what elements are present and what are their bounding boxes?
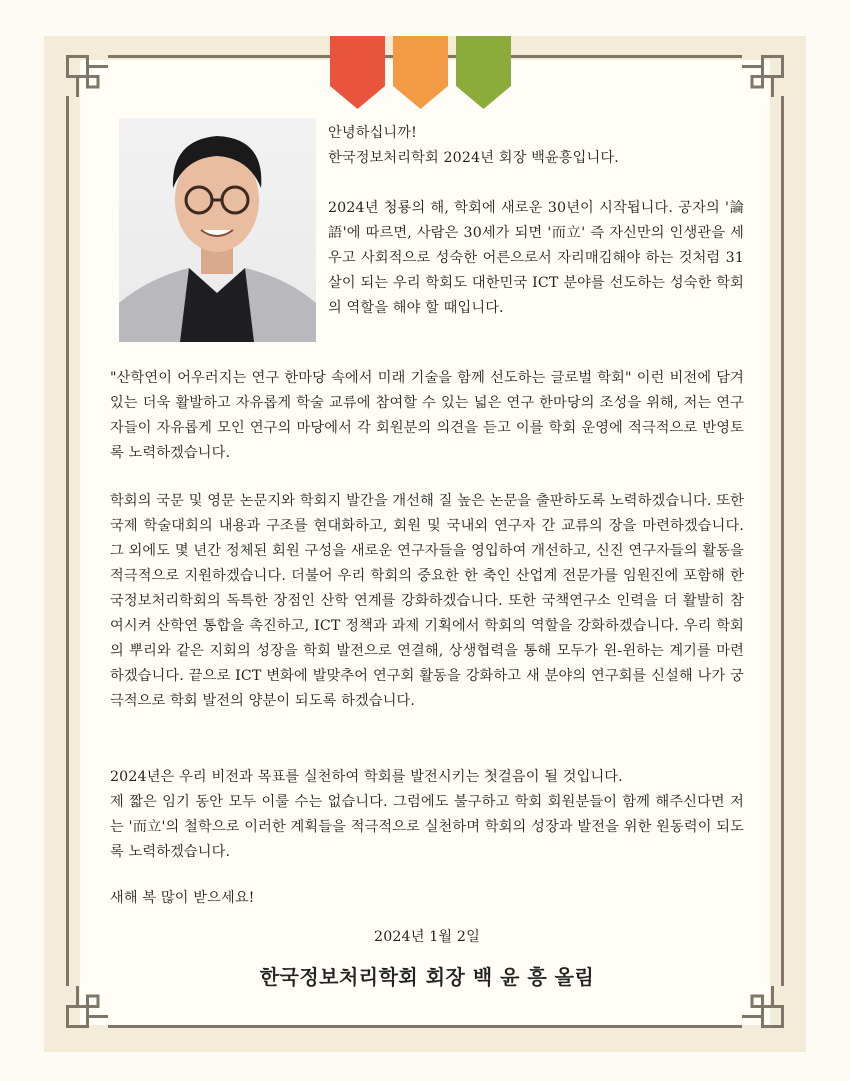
paragraph-1: 2024년 청룡의 해, 학회에 새로운 30년이 시작됩니다. 공자의 '論語'에 따르면, 사람은 30세가 되면 '而立' 즉 자신만의 인생관을 세우고 사회적으로 성숙한 어른으로서 자리매김해야 하는 것처럼 31살이 되는 우리 학회도 대한민국 ICT 분야를 선도하는 성숙한 학회의 역할을 해야 할 때입니다. bbox=[328, 200, 744, 316]
president-photo bbox=[119, 118, 316, 342]
corner-ornament-top-right bbox=[740, 55, 784, 99]
greeting-line-1: 안녕하십니까! bbox=[328, 125, 417, 141]
paragraph-2: "산학연이 어우러지는 연구 한마당 속에서 미래 기술을 함께 선도하는 글로벌 학회" 이런 비전에 담겨있는 더욱 활발하고 자유롭게 학술 교류에 참여할 수 있는 넓은 연구 한마당의 조성을 위해, 저는 연구자들이 자유롭게 모인 연구의 마당에서 각 회원분의 의견을 듣고 이를 학회 운영에 적극적으로 반영토록 노력하겠습니다. bbox=[110, 370, 744, 461]
frame-bottom-line bbox=[108, 1025, 742, 1028]
paragraph-4 bbox=[110, 765, 744, 865]
ribbon-orange bbox=[393, 36, 448, 109]
paragraph-4-line-1: 2024년은 우리 비전과 목표를 실천하여 학회를 발전시키는 첫걸음이 될 것입니다. bbox=[110, 769, 623, 785]
closing-greeting: 새해 복 많이 받으세요! bbox=[110, 890, 255, 906]
corner-ornament-top-left bbox=[66, 55, 110, 99]
corner-ornament-bottom-left bbox=[66, 984, 110, 1028]
corner-ornament-bottom-right bbox=[740, 984, 784, 1028]
frame-right-line bbox=[781, 96, 784, 986]
signature: 한국정보처리학회 회장 백 윤 흥 올림 bbox=[259, 965, 595, 989]
ribbon-red bbox=[330, 36, 385, 109]
greeting-line-2: 한국정보처리학회 2024년 회장 백윤흥입니다. bbox=[328, 150, 619, 166]
paragraph-4-body: 제 짧은 임기 동안 모두 이룰 수는 없습니다. 그럼에도 불구하고 학회 회원분들이 함께 해주신다면 저는 '而立'의 철학으로 이러한 계획들을 적극적으로 실천하며 학회의 성장과 발전을 위한 원동력이 되도록 노력하겠습니다. bbox=[110, 794, 744, 860]
ribbon-green bbox=[456, 36, 511, 109]
letter-date: 2024년 1월 2일 bbox=[374, 929, 480, 945]
intro-block bbox=[328, 121, 744, 321]
paragraph-3: 학회의 국문 및 영문 논문지와 학회지 발간을 개선해 질 높은 논문을 출판하도록 노력하겠습니다. 또한 국제 학술대회의 내용과 구조를 현대화하고, 회원 및 국내외 연구자 간 교류의 장을 마련하겠습니다. 그 외에도 몇 년간 정체된 회원 구성을 새로운 연구자들을 영입하여 개선하고, 신진 연구자들의 활동을 적극적으로 지원하겠습니다. 더불어 우리 학회의 중요한 한 축인 산업계 전문가를 임원진에 포함해 한국정보처리학회의 독특한 장점인 산학 연계를 강화하겠습니다. 또한 국책연구소 인력을 더 활발히 참여시켜 산학연 통합을 촉진하고, ICT 정책과 과제 기획에서 학회의 역할을 강화하겠습니다. 우리 학회의 뿌리와 같은 지회의 성장을 학회 발전으로 연결해, 상생협력을 통해 모두가 윈-윈하는 계기를 마련하겠습니다. 끝으로 ICT 변화에 발맞추어 연구회 활동을 강화하고 새 분야의 연구회를 신설해 나가 궁극적으로 학회 발전의 양분이 되도록 하겠습니다. bbox=[110, 493, 744, 709]
frame-left-line bbox=[66, 96, 69, 986]
